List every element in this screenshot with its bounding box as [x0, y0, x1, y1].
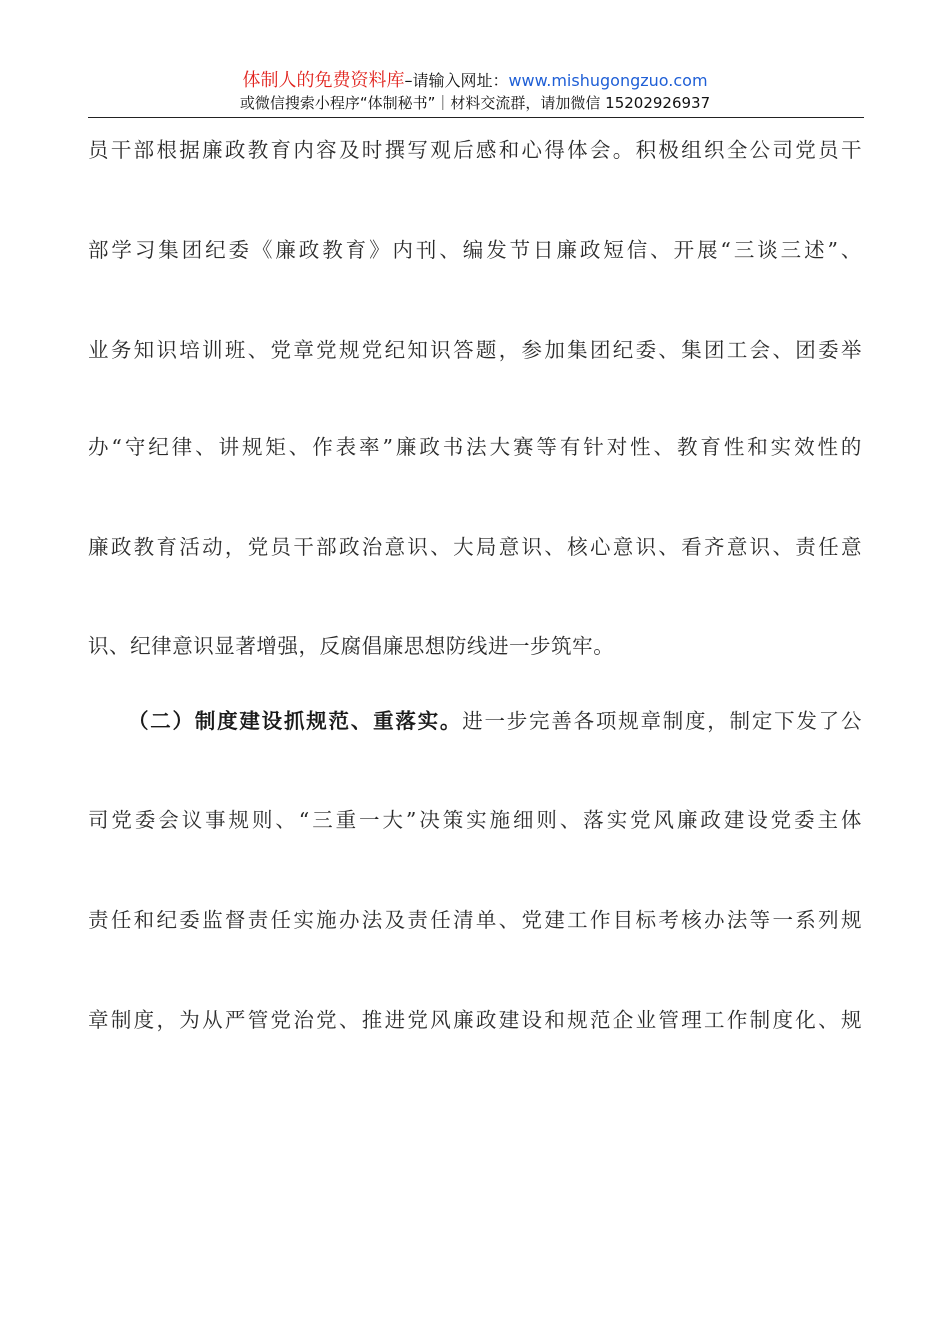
header-brand: 体制人的免费资料库	[242, 70, 405, 91]
paragraph-line: 识、纪律意识显著增强，反腐倡廉思想防线进一步筑牢。	[88, 634, 615, 658]
page-header	[88, 70, 862, 114]
header-url-link[interactable]: www.mishugongzuo.com	[508, 71, 708, 90]
header-line-2: 或微信搜索小程序“体制秘书”｜材料交流群，请加微信 15202926937	[239, 94, 711, 112]
paragraph-line: 部学习集团纪委《廉政教育》内刊、编发节日廉政短信、开展“三谈三述”、	[88, 238, 862, 262]
section-2-first-line-text: 进一步完善各项规章制度，制定下发了公	[462, 709, 863, 733]
paragraph-line: 业务知识培训班、党章党规党纪知识答题，参加集团纪委、集团工会、团委举	[88, 338, 862, 362]
paragraph-line: 办“守纪律、讲规矩、作表率”廉政书法大赛等有针对性、教育性和实效性的	[88, 435, 862, 459]
paragraph-line: 廉政教育活动，党员干部政治意识、大局意识、核心意识、看齐意识、责任意	[88, 535, 862, 559]
paragraph-line: 责任和纪委监督责任实施办法及责任清单、党建工作目标考核办法等一系列规	[88, 908, 862, 932]
paragraph-line: 司党委会议事规则、“三重一大”决策实施细则、落实党风廉政建设党委主体	[88, 808, 862, 832]
header-url-prompt: –请输入网址：	[404, 71, 509, 90]
header-line-1	[88, 70, 862, 92]
section-2-first-line	[128, 709, 862, 733]
paragraph-line: 章制度，为从严管党治党、推进党风廉政建设和规范企业管理工作制度化、规	[88, 1008, 862, 1032]
paragraph-line: 员干部根据廉政教育内容及时撰写观后感和心得体会。积极组织全公司党员干	[88, 138, 862, 162]
section-2-heading: （二）制度建设抓规范、重落实。	[128, 709, 463, 733]
header-divider	[88, 117, 864, 118]
